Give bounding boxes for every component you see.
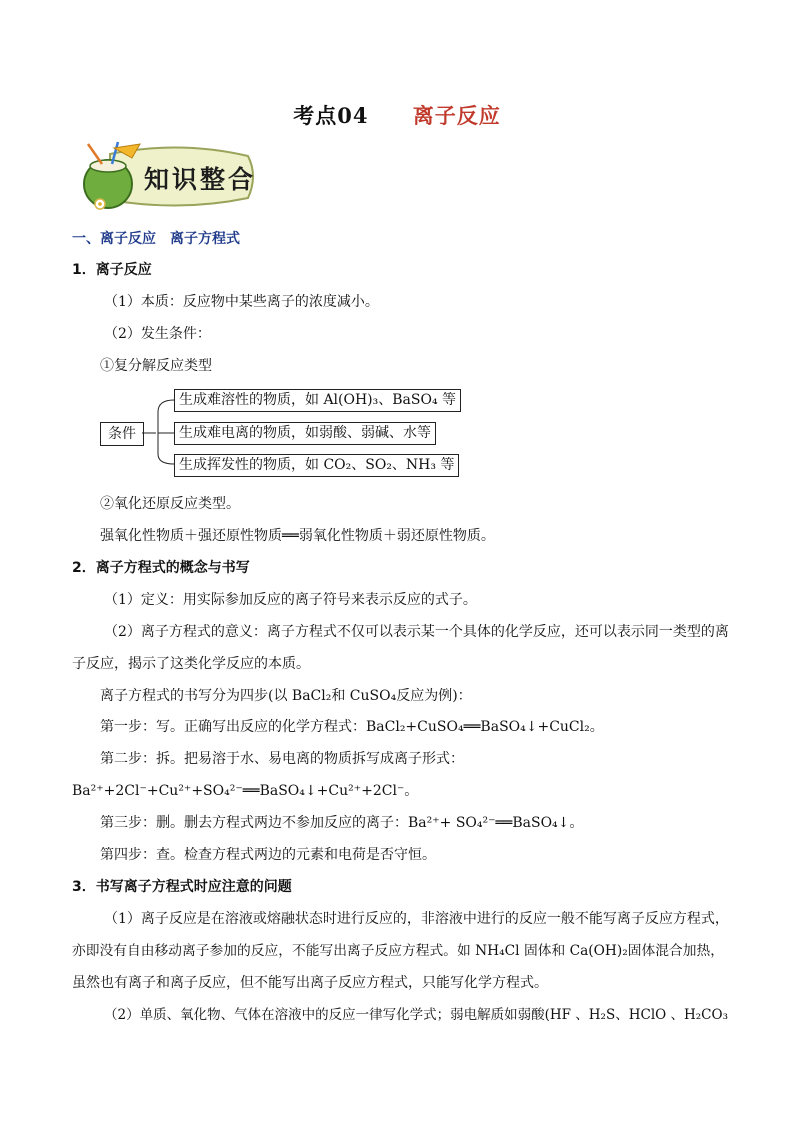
paragraph: （1）定义：用实际参加反应的离子符号来表示反应的式子。	[104, 592, 477, 608]
condition-rule-insoluble: 生成难溶性的物质，如 Al(OH)₃、BaSO₄ 等	[174, 389, 461, 412]
paragraph: ②氧化还原反应类型。	[100, 496, 240, 512]
paragraph: （2）单质、氧化物、气体在溶液中的反应一律写化学式；弱电解质如弱酸(HF 、H₂S、HClO 、H₂CO₃	[104, 1007, 728, 1023]
paragraph: （2）发生条件：	[104, 326, 211, 342]
paragraph: （1）本质：反应物中某些离子的浓度减小。	[104, 294, 379, 310]
subheading-ionic-equation: 2．离子方程式的概念与书写	[72, 560, 250, 576]
section-heading: 一、离子反应 离子方程式	[72, 231, 240, 247]
paragraph: 第二步：拆。把易溶于水、易电离的物质拆写成离子形式：	[100, 751, 464, 767]
paragraph: （1）离子反应是在溶液或熔融状态时进行反应的，非溶液中进行的反应一般不能写离子反应方程式，	[104, 911, 729, 927]
condition-rule-weak-electrolyte: 生成难电离的物质，如弱酸、弱碱、水等	[174, 422, 436, 445]
topic-number: 考点04	[293, 103, 369, 128]
subheading-ion-reaction: 1．离子反应	[72, 262, 152, 278]
branch-bracket	[140, 392, 176, 470]
condition-rule-volatile: 生成挥发性的物质，如 CO₂、SO₂、NH₃ 等	[174, 454, 459, 477]
banner-label: 知识整合	[144, 165, 257, 194]
paragraph: 离子方程式的书写分为四步(以 BaCl₂和 CuSO₄反应为例)：	[100, 688, 472, 704]
paragraph: （2）离子方程式的意义：离子方程式不仅可以表示某一个具体的化学反应，还可以表示同一类型的离	[104, 624, 729, 640]
paragraph: 强氧化性物质＋强还原性物质══弱氧化性物质＋弱还原性物质。	[100, 528, 495, 544]
page-title	[0, 100, 794, 130]
condition-label-box: 条件	[100, 422, 144, 446]
paragraph: 第一步：写。正确写出反应的化学方程式：BaCl₂+CuSO₄══BaSO₄↓+CuCl₂。	[100, 719, 604, 735]
equation: Ba²⁺+2Cl⁻+Cu²⁺+SO₄²⁻══BaSO₄↓+Cu²⁺+2Cl⁻。	[72, 783, 419, 799]
knowledge-banner	[70, 140, 260, 214]
paragraph: 子反应，揭示了这类化学反应的本质。	[72, 656, 310, 672]
paragraph: 虽然也有离子和离子反应，但不能写出离子反应方程式，只能写化学方程式。	[72, 975, 548, 991]
paragraph: 亦即没有自由移动离子参加的反应，不能写出离子反应方程式。如 NH₄Cl 固体和 Ca(OH)₂固体混合加热，	[72, 943, 725, 959]
paragraph: 第四步：查。检查方程式两边的元素和电荷是否守恒。	[100, 847, 436, 863]
paragraph: ①复分解反应类型	[100, 358, 212, 374]
subheading-notes: 3．书写离子方程式时应注意的问题	[72, 879, 292, 895]
paragraph: 第三步：删。删去方程式两边不参加反应的离子：Ba²⁺+ SO₄²⁻══BaSO₄↓。	[100, 815, 584, 831]
topic-name: 离子反应	[412, 103, 501, 128]
